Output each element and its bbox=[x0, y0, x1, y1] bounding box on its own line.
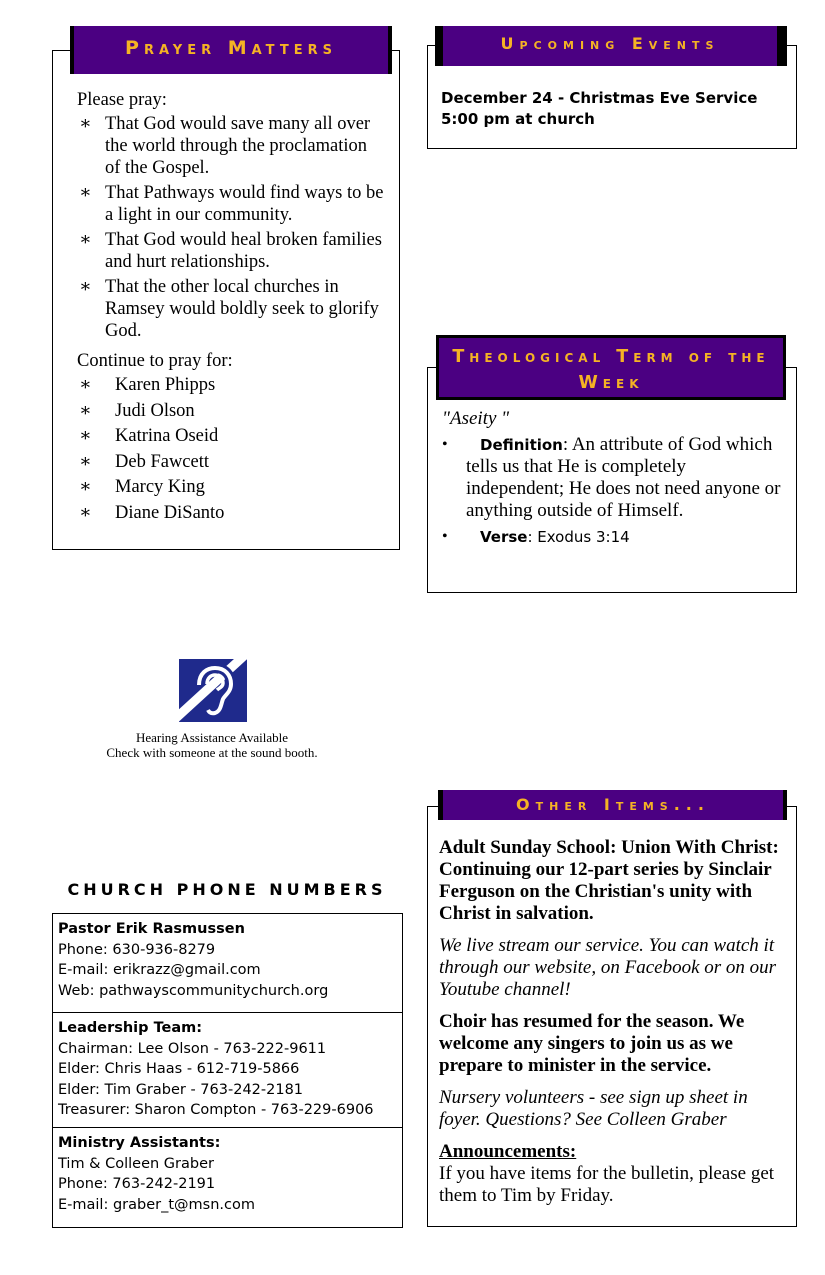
theological-term-section bbox=[427, 367, 797, 593]
other-items-title: Other Items... bbox=[438, 790, 787, 820]
prayer-matters-title: Prayer Matters bbox=[70, 26, 392, 74]
choir-note: Choir has resumed for the season. We welcome any singers to join us as we prepare to minister in the service. bbox=[439, 1011, 745, 1076]
prayer-request: ∗ That God would heal broken families and hurt relationships. bbox=[79, 230, 382, 272]
prayer-intro: Please pray: bbox=[77, 90, 167, 110]
nursery-note: Nursery volunteers - see sign up sheet in foyer. Questions? See Colleen Graber bbox=[439, 1087, 748, 1130]
prayer-name: ∗ Judi Olson bbox=[79, 400, 195, 421]
asterisk-bullet-icon: ∗ bbox=[79, 183, 92, 203]
pastor-email: E-mail: erikrazz@gmail.com bbox=[58, 962, 261, 978]
event-line: 5:00 pm at church bbox=[441, 110, 595, 128]
other-items-section bbox=[427, 806, 797, 1227]
pastor-name: Pastor Erik Rasmussen bbox=[58, 921, 245, 937]
asterisk-bullet-icon: ∗ bbox=[79, 230, 92, 250]
pastor-contact bbox=[53, 914, 402, 1013]
verse-label: Verse bbox=[480, 528, 528, 546]
asterisk-bullet-icon: ∗ bbox=[79, 426, 92, 446]
events-content bbox=[441, 88, 757, 130]
theology-definition bbox=[442, 434, 782, 522]
prayer-name: ∗ Deb Fawcett bbox=[79, 451, 210, 472]
hearing-line-2: Check with someone at the sound booth. bbox=[106, 745, 318, 760]
prayer-request: ∗ That the other local churches in Ramsey would boldly seek to glorify God. bbox=[79, 277, 379, 341]
asterisk-bullet-icon: ∗ bbox=[79, 502, 92, 523]
prayer-name: ∗ Katrina Oseid bbox=[79, 426, 219, 446]
assistants-names: Tim & Colleen Graber bbox=[58, 1155, 214, 1172]
phone-numbers-table bbox=[52, 913, 403, 1228]
prayer-name: ∗ Marcy King bbox=[79, 477, 205, 497]
theology-content bbox=[442, 408, 782, 552]
assistants-heading: Ministry Assistants: bbox=[58, 1135, 221, 1151]
leadership-team bbox=[53, 1013, 402, 1128]
leadership-member: Chairman: Lee Olson - 763-222-9611 bbox=[58, 1040, 327, 1057]
asterisk-bullet-icon: ∗ bbox=[79, 451, 92, 472]
verse-text: : Exodus 3:14 bbox=[527, 528, 630, 546]
prayer-request: ∗ That God would save many all over the world through the proclamation of the Gospel. bbox=[79, 114, 371, 178]
prayer-request: ∗ That Pathways would find ways to be a light in our community. bbox=[79, 183, 384, 225]
sunday-school-note: Adult Sunday School: Union With Christ: Continuing our 12-part series by Sinclair Ferguson on the Christian's unity with Christ in salvation. bbox=[439, 837, 779, 924]
leadership-member: Elder: Chris Haas - 612-719-5866 bbox=[58, 1061, 300, 1077]
assistants-phone: Phone: 763-242-2191 bbox=[58, 1176, 216, 1192]
event-line: December 24 - Christmas Eve Service bbox=[441, 89, 758, 107]
upcoming-events-title: Upcoming Events bbox=[435, 26, 787, 66]
hearing-line-1: Hearing Assistance Available bbox=[135, 730, 289, 745]
pastor-web: Web: pathwayscommunitychurch.org bbox=[58, 982, 329, 999]
definition-text: : An attribute of God which tells us that He is completely independent; He does not need anyone or anything outside of Himself. bbox=[466, 434, 781, 521]
asterisk-bullet-icon: ∗ bbox=[79, 375, 92, 395]
theological-term: "Aseity " bbox=[442, 408, 510, 429]
theology-list bbox=[442, 434, 782, 548]
asterisk-bullet-icon: ∗ bbox=[79, 477, 92, 497]
other-items-content bbox=[439, 837, 791, 1207]
asterisk-bullet-icon: ∗ bbox=[79, 114, 92, 134]
announcements-heading: Announcements: bbox=[439, 1141, 577, 1162]
pastor-phone: Phone: 630-936-8279 bbox=[58, 941, 216, 958]
leadership-heading: Leadership Team: bbox=[58, 1020, 203, 1036]
theology-verse bbox=[442, 526, 782, 548]
prayer-content bbox=[77, 89, 387, 527]
prayer-names-list bbox=[77, 374, 387, 524]
asterisk-bullet-icon: ∗ bbox=[79, 400, 92, 421]
bullet-icon: • bbox=[442, 436, 448, 453]
prayer-matters-section bbox=[52, 50, 400, 550]
phone-numbers-title: CHURCH PHONE NUMBERS bbox=[67, 880, 387, 899]
announcements-text: If you have items for the bulletin, please get them to Tim by Friday. bbox=[439, 1163, 775, 1206]
hearing-assistance-icon bbox=[179, 659, 247, 722]
prayer-name: ∗ Diane DiSanto bbox=[79, 502, 225, 523]
prayer-name: ∗ Karen Phipps bbox=[79, 375, 216, 395]
hearing-assistance-text bbox=[52, 730, 372, 760]
assistants-email: E-mail: graber_t@msn.com bbox=[58, 1196, 255, 1213]
leadership-member: Elder: Tim Graber - 763-242-2181 bbox=[58, 1081, 304, 1098]
bullet-icon: • bbox=[442, 528, 448, 545]
prayer-request-list bbox=[77, 113, 387, 342]
leadership-member: Treasurer: Sharon Compton - 763-229-6906 bbox=[58, 1102, 374, 1118]
asterisk-bullet-icon: ∗ bbox=[79, 277, 92, 297]
livestream-note: We live stream our service. You can watch it through our website, on Facebook or on our Youtube channel! bbox=[439, 935, 777, 1000]
definition-label: Definition bbox=[480, 436, 563, 454]
theological-term-title: Theological Term of the Week bbox=[436, 335, 786, 400]
continue-to-pray-label: Continue to pray for: bbox=[77, 351, 233, 371]
ministry-assistants bbox=[53, 1128, 402, 1219]
